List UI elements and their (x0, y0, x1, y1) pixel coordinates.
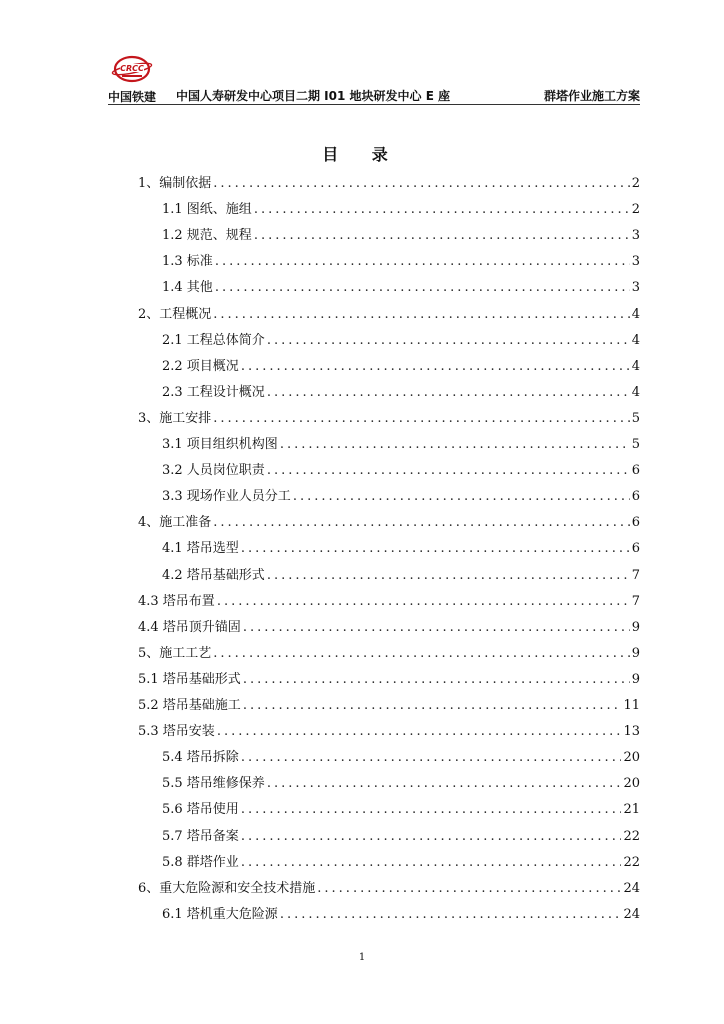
toc-entry[interactable] (162, 224, 640, 244)
toc-entry-title: 3.3 现场作业人员分工 (162, 489, 291, 505)
toc-entry-page: 6 (631, 541, 640, 557)
toc-entry[interactable] (138, 303, 640, 323)
toc-leader-dots (267, 776, 622, 791)
toc-leader-dots (243, 620, 630, 635)
toc-entry-title: 5.6 塔吊使用 (162, 802, 239, 818)
toc-entry-page: 4 (631, 358, 640, 374)
document-name: 群塔作业施工方案 (543, 89, 640, 103)
toc-leader-dots (213, 515, 629, 530)
toc-leader-dots (217, 724, 622, 739)
toc-leader-dots (215, 280, 630, 295)
toc-entry-title: 6、重大危险源和安全技术措施 (138, 880, 316, 896)
toc-entry-page: 5 (631, 437, 640, 452)
toc-leader-dots (213, 646, 629, 661)
toc-entry-page: 11 (623, 698, 640, 713)
toc-entry-page: 9 (631, 645, 640, 661)
toc-entry-title: 1.1 图纸、施组 (162, 202, 252, 218)
toc-leader-dots (243, 672, 630, 687)
toc-entry-title: 2.2 项目概况 (162, 358, 239, 374)
page-number: 1 (358, 952, 366, 963)
toc-entry-page: 4 (631, 384, 640, 400)
toc-leader-dots (254, 202, 630, 217)
toc-entry[interactable] (162, 798, 640, 818)
toc-leader-dots (215, 254, 630, 269)
toc-entry[interactable] (138, 877, 640, 897)
toc-entry-title: 5.8 群塔作业 (162, 854, 239, 870)
toc-entry-title: 5.1 塔吊基础形式 (138, 671, 241, 687)
toc-entry-page: 6 (631, 515, 640, 531)
toc-entry[interactable] (162, 433, 640, 453)
toc-entry[interactable] (162, 825, 640, 845)
toc-entry-page: 4 (631, 332, 640, 348)
toc-entry[interactable] (138, 172, 640, 192)
toc-entry-page: 24 (623, 880, 640, 896)
toc-entry[interactable] (162, 355, 640, 375)
toc-leader-dots (267, 333, 630, 348)
toc-entry-title: 3.2 人员岗位职责 (162, 463, 265, 479)
toc-entry-title: 3.1 项目组织机构图 (162, 437, 278, 452)
toc-entry-title: 5、施工工艺 (138, 645, 212, 661)
toc-leader-dots (213, 307, 629, 322)
toc-entry-title: 5.4 塔吊拆除 (162, 750, 239, 766)
toc-entry[interactable] (162, 250, 640, 270)
toc-entry[interactable] (162, 459, 640, 479)
toc-leader-dots (241, 829, 622, 844)
toc-entry[interactable] (138, 616, 640, 636)
toc-leader-dots (241, 750, 622, 765)
toc-entry[interactable] (162, 381, 640, 401)
toc-leader-dots (267, 463, 630, 478)
header-rule (108, 104, 640, 105)
toc-entry[interactable] (162, 329, 640, 349)
toc-entry[interactable] (162, 198, 640, 218)
toc-entry[interactable] (138, 642, 640, 662)
company-name: 中国铁建 (108, 90, 157, 104)
toc-leader-dots (213, 176, 629, 191)
toc-entry-title: 6.1 塔机重大危险源 (162, 906, 278, 922)
toc-entry-page: 6 (631, 463, 640, 479)
toc-entry-title: 5.2 塔吊基础施工 (138, 698, 241, 713)
toc-entry-title: 1、编制依据 (138, 176, 212, 191)
toc-entry-page: 3 (631, 254, 640, 270)
toc-entry-title: 4.4 塔吊顶升锚固 (138, 619, 241, 635)
toc-entry-page: 20 (623, 776, 640, 792)
toc-entry[interactable] (162, 903, 640, 923)
toc-entry-page: 2 (631, 176, 640, 191)
toc-entry[interactable] (138, 590, 640, 610)
toc-leader-dots (293, 489, 630, 504)
toc-entry[interactable] (138, 407, 640, 427)
toc-entry-page: 7 (631, 567, 640, 583)
toc-entry-page: 22 (623, 828, 640, 844)
toc-entry[interactable] (162, 485, 640, 505)
toc-entry-title: 4.3 塔吊布置 (138, 593, 215, 609)
toc-entry-title: 1.3 标准 (162, 254, 213, 270)
toc-title: 目 录 (322, 145, 402, 164)
toc-leader-dots (213, 411, 629, 426)
toc-entry-page: 13 (623, 724, 640, 740)
toc-entry-page: 20 (623, 750, 640, 766)
toc-entry[interactable] (162, 851, 640, 871)
toc-entry-page: 6 (631, 489, 640, 505)
toc-entry-title: 3、施工安排 (138, 410, 212, 426)
toc-leader-dots (267, 385, 630, 400)
toc-leader-dots (241, 855, 622, 870)
toc-entry-page: 9 (631, 619, 640, 635)
toc-entry[interactable] (138, 668, 640, 688)
toc-entry-page: 24 (623, 906, 640, 922)
toc-entry-title: 2.1 工程总体简介 (162, 332, 265, 348)
toc-entry[interactable] (162, 746, 640, 766)
toc-entry-title: 4.2 塔吊基础形式 (162, 567, 265, 583)
toc-leader-dots (243, 698, 622, 713)
toc-entry-page: 9 (631, 671, 640, 687)
toc-entry-title: 1.4 其他 (162, 280, 213, 296)
toc-entry-page: 3 (631, 228, 640, 244)
toc-entry-page: 4 (631, 306, 640, 322)
toc-leader-dots (217, 594, 630, 609)
toc-entry-title: 5.7 塔吊备案 (162, 828, 239, 844)
logo-text: CRCC (120, 64, 144, 73)
toc-entry-title: 4、施工准备 (138, 515, 212, 531)
toc-leader-dots (280, 907, 622, 922)
toc-entry-title: 5.3 塔吊安装 (138, 724, 215, 740)
toc-leader-dots (241, 359, 630, 374)
toc-entry-page: 5 (631, 410, 640, 426)
toc-leader-dots (254, 228, 630, 243)
toc-entry-page: 7 (631, 593, 640, 609)
toc-entry[interactable] (162, 564, 640, 584)
toc-entry[interactable] (138, 694, 640, 714)
toc-entry[interactable] (138, 720, 640, 740)
toc-entry[interactable] (162, 772, 640, 792)
toc-entry-title: 2、工程概况 (138, 306, 212, 322)
toc-leader-dots (317, 881, 621, 896)
toc-entry[interactable] (162, 537, 640, 557)
toc-entry-title: 2.3 工程设计概况 (162, 384, 265, 400)
toc-leader-dots (267, 568, 630, 583)
toc-entry[interactable] (162, 276, 640, 296)
page-header (108, 52, 640, 108)
toc-entry-page: 21 (623, 802, 640, 818)
toc-leader-dots (280, 437, 630, 452)
toc-entry-title: 4.1 塔吊选型 (162, 541, 239, 557)
toc-entry-title: 1.2 规范、规程 (162, 228, 252, 244)
toc-leader-dots (241, 802, 622, 817)
toc-entry-page: 2 (631, 202, 640, 218)
toc-entry-page: 22 (623, 854, 640, 870)
toc-entry[interactable] (138, 511, 640, 531)
toc-leader-dots (241, 541, 630, 556)
header-title: 中国人寿研发中心项目二期 I01 地块研发中心 E 座 (176, 89, 451, 103)
toc-entry-page: 3 (631, 280, 640, 296)
toc-entry-title: 5.5 塔吊维修保养 (162, 776, 265, 792)
